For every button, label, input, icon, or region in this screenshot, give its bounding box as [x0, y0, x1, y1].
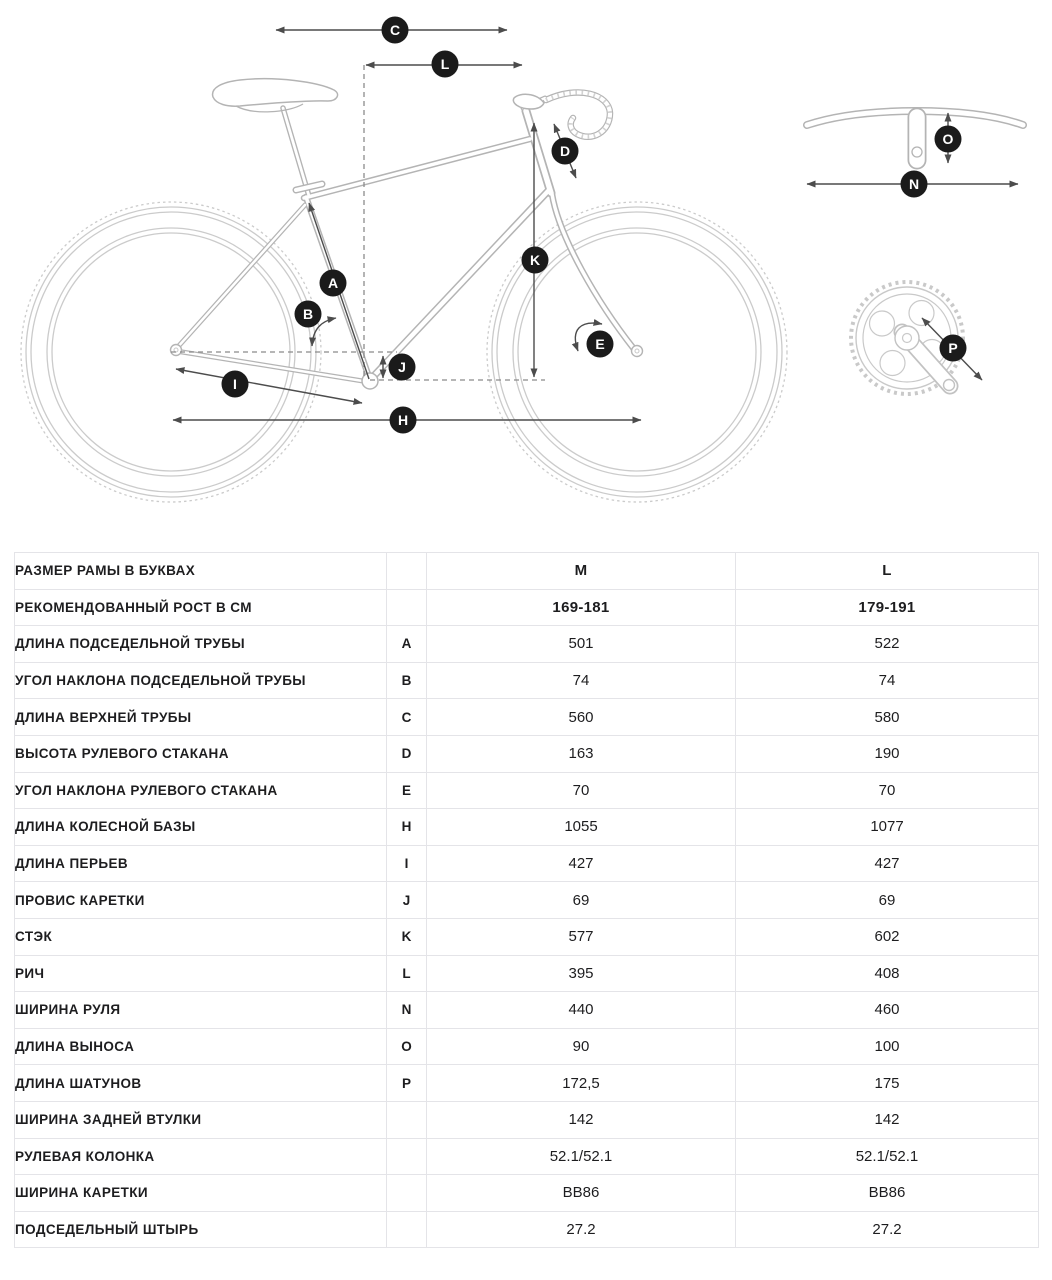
svg-text:P: P: [948, 340, 958, 356]
param-name: УГОЛ НАКЛОНА ПОДСЕДЕЛЬНОЙ ТРУБЫ: [15, 662, 387, 699]
value-l: L: [736, 553, 1039, 590]
param-letter: [387, 1101, 427, 1138]
value-m: 142: [427, 1101, 736, 1138]
param-letter: D: [387, 735, 427, 772]
value-m: 395: [427, 955, 736, 992]
spec-row: [15, 1065, 1039, 1102]
svg-text:I: I: [233, 376, 237, 392]
value-l: 602: [736, 918, 1039, 955]
spec-table-body: [15, 553, 1039, 1248]
dim-label-j: [389, 354, 416, 381]
dim-label-l: [432, 51, 459, 78]
value-l: 69: [736, 882, 1039, 919]
param-name: ДЛИНА КОЛЕСНОЙ БАЗЫ: [15, 809, 387, 846]
svg-text:N: N: [908, 176, 920, 192]
svg-text:K: K: [529, 252, 541, 268]
spec-row: [15, 626, 1039, 663]
param-letter: A: [387, 626, 427, 663]
value-m: BB86: [427, 1175, 736, 1212]
dim-label-p: [940, 335, 967, 362]
param-letter: [387, 553, 427, 590]
param-name: ШИРИНА РУЛЯ: [15, 992, 387, 1029]
svg-text:H: H: [397, 412, 409, 428]
spec-row: [15, 1175, 1039, 1212]
param-letter: J: [387, 882, 427, 919]
param-letter: K: [387, 918, 427, 955]
param-name: РУЛЕВАЯ КОЛОНКА: [15, 1138, 387, 1175]
spec-row: [15, 809, 1039, 846]
value-l: 179-191: [736, 589, 1039, 626]
param-name: ПОДСЕДЕЛЬНЫЙ ШТЫРЬ: [15, 1211, 387, 1248]
spec-row: [15, 992, 1039, 1029]
dim-label-c: [382, 17, 409, 44]
value-m: 52.1/52.1: [427, 1138, 736, 1175]
svg-text:C: C: [389, 22, 401, 38]
dim-label-i: [222, 371, 249, 398]
spec-row: [15, 955, 1039, 992]
spec-row: [15, 735, 1039, 772]
brake-hood: [513, 94, 544, 109]
param-name: ШИРИНА ЗАДНЕЙ ВТУЛКИ: [15, 1101, 387, 1138]
param-letter: [387, 1211, 427, 1248]
dim-label-a: [320, 270, 347, 297]
svg-text:B: B: [302, 306, 314, 322]
spec-row: [15, 1138, 1039, 1175]
param-letter: [387, 1138, 427, 1175]
param-letter: P: [387, 1065, 427, 1102]
value-l: 580: [736, 699, 1039, 736]
value-m: 501: [427, 626, 736, 663]
value-m: 27.2: [427, 1211, 736, 1248]
param-letter: L: [387, 955, 427, 992]
svg-text:O: O: [942, 131, 954, 147]
spec-row: [15, 1101, 1039, 1138]
value-l: 27.2: [736, 1211, 1039, 1248]
dim-label-b: [295, 301, 322, 328]
param-letter: O: [387, 1028, 427, 1065]
spec-row: [15, 845, 1039, 882]
geometry-table: [14, 552, 1039, 1248]
reference-lines: [171, 65, 545, 380]
value-l: 100: [736, 1028, 1039, 1065]
param-letter: B: [387, 662, 427, 699]
param-name: ДЛИНА ШАТУНОВ: [15, 1065, 387, 1102]
param-name: ДЛИНА ВЫНОСА: [15, 1028, 387, 1065]
saddle: [213, 79, 338, 112]
value-m: 90: [427, 1028, 736, 1065]
value-l: 408: [736, 955, 1039, 992]
spec-row: [15, 1211, 1039, 1248]
param-letter: I: [387, 845, 427, 882]
value-m: 172,5: [427, 1065, 736, 1102]
param-name: ДЛИНА ПЕРЬЕВ: [15, 845, 387, 882]
spec-row: [15, 589, 1039, 626]
param-name: РЕКОМЕНДОВАННЫЙ РОСТ В СМ: [15, 589, 387, 626]
param-name: УГОЛ НАКЛОНА РУЛЕВОГО СТАКАНА: [15, 772, 387, 809]
value-m: 74: [427, 662, 736, 699]
svg-text:J: J: [398, 359, 406, 375]
value-l: 74: [736, 662, 1039, 699]
param-name: ПРОВИС КАРЕТКИ: [15, 882, 387, 919]
param-letter: E: [387, 772, 427, 809]
value-l: BB86: [736, 1175, 1039, 1212]
value-l: 142: [736, 1101, 1039, 1138]
param-letter: C: [387, 699, 427, 736]
svg-text:E: E: [595, 336, 605, 352]
spec-row: [15, 553, 1039, 590]
bike-geometry-svg: [0, 0, 1052, 540]
handlebar-top-view: [807, 111, 1023, 160]
dim-label-d: [552, 138, 579, 165]
value-m: 70: [427, 772, 736, 809]
param-name: ВЫСОТА РУЛЕВОГО СТАКАНА: [15, 735, 387, 772]
param-name: РАЗМЕР РАМЫ В БУКВАХ: [15, 553, 387, 590]
value-m: 69: [427, 882, 736, 919]
value-l: 190: [736, 735, 1039, 772]
value-l: 52.1/52.1: [736, 1138, 1039, 1175]
param-name: СТЭК: [15, 918, 387, 955]
dim-label-o: [935, 126, 962, 153]
dim-label-e: [587, 331, 614, 358]
spec-row: [15, 699, 1039, 736]
value-m: 440: [427, 992, 736, 1029]
bike-geometry-diagram: [0, 0, 1052, 540]
value-l: 460: [736, 992, 1039, 1029]
svg-text:D: D: [559, 143, 571, 159]
spec-row: [15, 1028, 1039, 1065]
value-l: 175: [736, 1065, 1039, 1102]
value-l: 427: [736, 845, 1039, 882]
param-name: РИЧ: [15, 955, 387, 992]
param-name: ШИРИНА КАРЕТКИ: [15, 1175, 387, 1212]
value-m: 427: [427, 845, 736, 882]
value-l: 1077: [736, 809, 1039, 846]
frame: [176, 92, 634, 382]
param-name: ДЛИНА ВЕРХНЕЙ ТРУБЫ: [15, 699, 387, 736]
value-l: 70: [736, 772, 1039, 809]
param-letter: [387, 589, 427, 626]
param-name: ДЛИНА ПОДСЕДЕЛЬНОЙ ТРУБЫ: [15, 626, 387, 663]
spec-row: [15, 772, 1039, 809]
param-letter: [387, 1175, 427, 1212]
value-l: 522: [736, 626, 1039, 663]
svg-text:L: L: [440, 56, 450, 72]
dim-label-k: [522, 247, 549, 274]
value-m: 577: [427, 918, 736, 955]
dim-label-h: [390, 407, 417, 434]
value-m: 169-181: [427, 589, 736, 626]
value-m: 560: [427, 699, 736, 736]
value-m: 163: [427, 735, 736, 772]
param-letter: N: [387, 992, 427, 1029]
spec-row: [15, 662, 1039, 699]
value-m: 1055: [427, 809, 736, 846]
param-letter: H: [387, 809, 427, 846]
value-m: M: [427, 553, 736, 590]
spec-row: [15, 918, 1039, 955]
svg-text:A: A: [327, 275, 339, 291]
dim-label-n: [901, 171, 928, 198]
spec-row: [15, 882, 1039, 919]
